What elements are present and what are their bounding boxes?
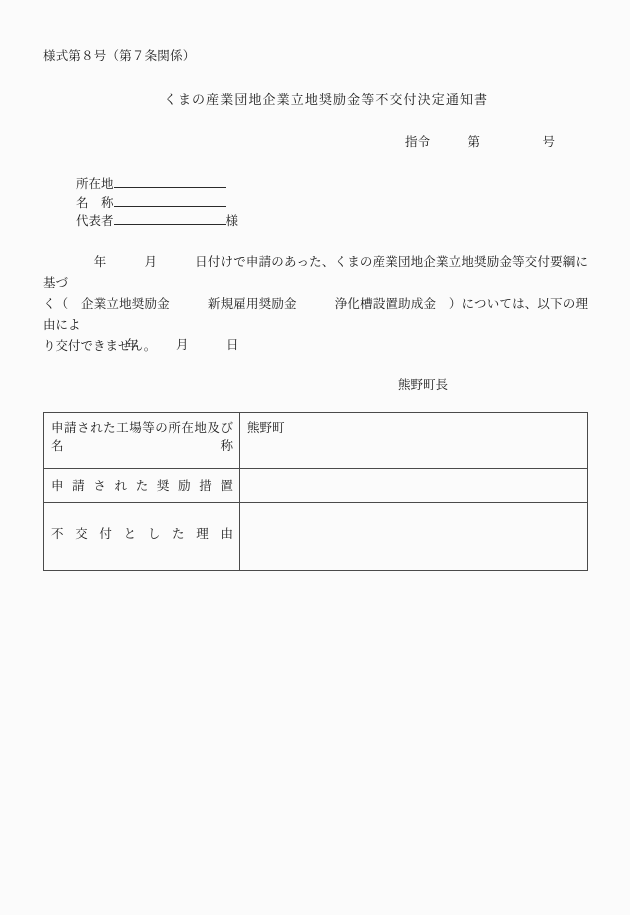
- signer-name: 熊野町長: [398, 378, 449, 392]
- reference-number-line: 指令 第 号: [405, 135, 556, 149]
- table-label-line-1: 申請された工場等の所在地及び: [51, 421, 233, 435]
- addressee-block: [76, 174, 238, 230]
- table-row: [44, 503, 588, 571]
- addressee-label-location: 所在地: [76, 177, 114, 191]
- table-value-rejection-reason[interactable]: [240, 503, 588, 571]
- body-line-2: く（ 企業立地奨励金 新規雇用奨励金 浄化槽設置助成金 ）については、以下の理由によ: [43, 297, 588, 332]
- issue-date-line: 年 月 日: [126, 338, 239, 352]
- table-label-rejection-reason: [44, 503, 240, 571]
- table-label-requested-incentive: [44, 469, 240, 503]
- table-value-requested-incentive[interactable]: [240, 469, 588, 503]
- body-line-1: 年 月 日付けで申請のあった、くまの産業団地企業立地奨励金等交付要綱に基づ: [43, 255, 588, 290]
- addressee-row-representative: [76, 211, 238, 230]
- table-label-line-2: 名 称: [51, 439, 233, 454]
- addressee-row-location: [76, 174, 238, 193]
- document-title: くまの産業団地企業立地奨励金等不交付決定通知書: [163, 92, 489, 107]
- addressee-label-representative: 代表者: [76, 214, 114, 228]
- addressee-input-location[interactable]: [114, 174, 226, 188]
- form-number: 様式第８号（第７条関係）: [43, 49, 196, 63]
- table-label-line-1: 不交付とした理由: [51, 526, 233, 541]
- body-paragraph: [43, 252, 588, 357]
- table-row: [44, 469, 588, 503]
- application-detail-table: [43, 412, 588, 571]
- table-row: [44, 413, 588, 469]
- table-value-text: 熊野町: [247, 421, 285, 435]
- table-label-line-1: 申請された奨励措置: [51, 478, 233, 493]
- addressee-honorific-sama: 様: [225, 214, 239, 228]
- body-line-3: り交付できません。: [43, 339, 157, 353]
- table-value-factory-location-and-name[interactable]: [240, 413, 588, 469]
- addressee-row-name: [76, 193, 238, 212]
- addressee-input-representative[interactable]: [114, 211, 226, 225]
- addressee-label-name: 名 称: [76, 195, 114, 210]
- addressee-input-name[interactable]: [114, 193, 226, 207]
- table-label-factory-location-and-name: [44, 413, 240, 469]
